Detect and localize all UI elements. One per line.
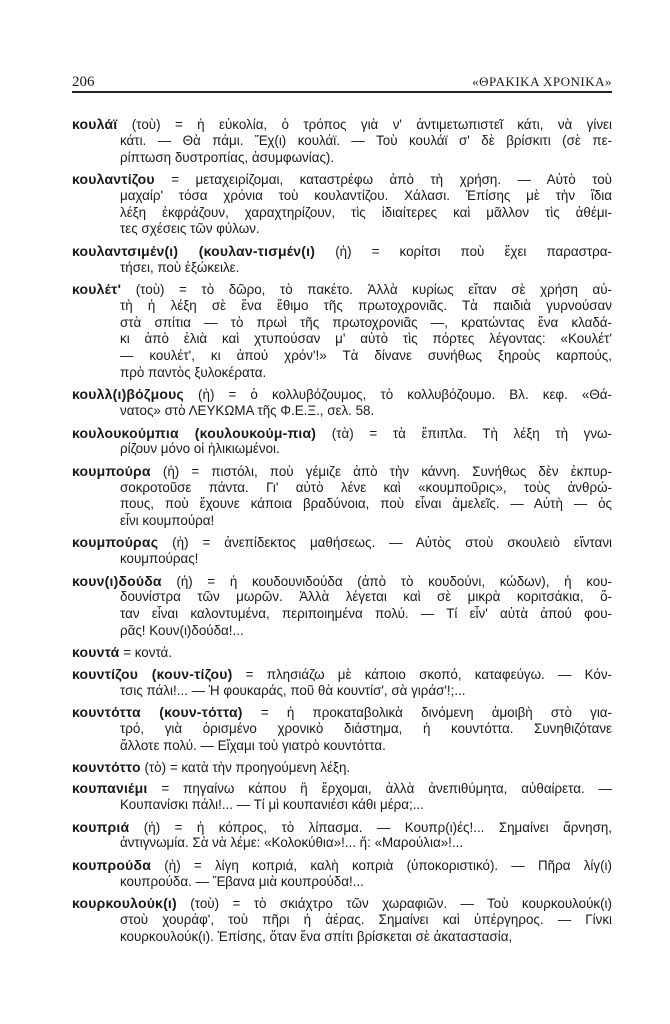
definition-text: (τοὺ) = τὸ δῶρο, τὸ πακέτο. Ἀλλὰ κυρίως εἴταν σὲ χρήση αὐ-	[135, 281, 612, 297]
entry-line	[120, 315, 612, 332]
entry-line	[72, 463, 612, 480]
headword: κουμπούρας	[72, 534, 159, 551]
headword: κουλαντίζου	[72, 170, 155, 187]
entry-line	[120, 721, 612, 738]
entry-line	[120, 298, 612, 315]
definition-text: εἶνι κουμπούρα!	[120, 513, 215, 529]
definition-text: (τοὺ) = ἡ εὐκολία, ὁ τρόπος γιὰ ν' ἀντιμετωπιστεῖ κάτι, νὰ γίνει	[131, 117, 612, 132]
headword: κουπριά	[72, 818, 130, 835]
entry-line	[72, 534, 612, 551]
entry-line	[72, 573, 612, 590]
dictionary-entry	[72, 857, 612, 891]
definition-text: κι ἀπὸ ἐλιὰ καὶ χτυπούσαν μ' αὐτὸ τὶς πόρτες λέγοντας: «Κουλέτ'	[120, 331, 612, 347]
entry-line	[120, 221, 612, 238]
entry-line	[72, 857, 612, 874]
definition-text: = μεταχειρίζομαι, καταστρέφω ἀπὸ τὴ χρήση. — Αὐτὸ τοὺ	[171, 171, 612, 187]
definition-text: κουρκουλούκ(ι). Ἐπίσης, ὅταν ἕνα σπίτι βρίσκεται σὲ ἀκαταστασία,	[120, 928, 513, 944]
definition-text: νατος» στὸ ΛΕΥΚΩΜΑ τῆς Φ.Ε.Ξ., σελ. 58.	[120, 403, 375, 419]
headword: κουντόττο	[72, 759, 141, 776]
definition-text: λέξη ἐκφράζουν, χαραχτηρίζουν, τὶς ἰδιαίτερες καὶ μᾶλλον τὶς ἀθέμι-	[120, 204, 612, 220]
page-number: 206	[72, 74, 95, 90]
headword: κουλλ(ι)βόζμους	[72, 386, 184, 403]
definition-text: = κοντά.	[123, 645, 173, 661]
definition-text: ρᾶς! Κουν(ι)δούδα!...	[120, 623, 244, 639]
dictionary-entries	[72, 116, 612, 950]
dictionary-entry	[72, 780, 612, 814]
definition-text: ταν εἶναι καλοντυμένα, περιποιημένα πολύ. — Τί εἶν' αὐτὰ ἀπού φου-	[120, 606, 612, 622]
entry-line	[72, 116, 612, 133]
entry-line	[72, 243, 612, 260]
definition-text: πους, ποὺ ἔχουνε κάποια βραδύνοια, ποὺ εἶναι ἀμελεῖς. — Αὐτὴ — ὀς	[120, 496, 612, 512]
entry-line	[72, 281, 612, 298]
definition-text: (ἡ) = κορίτσι ποὺ ἔχει παραστρα-	[335, 243, 612, 259]
entry-line	[72, 819, 612, 836]
entry-line	[120, 835, 612, 852]
entry-line	[72, 425, 612, 442]
entry-line	[72, 704, 612, 721]
definition-text: ρίζουν μόνο οἱ ἡλικιωμένοι.	[120, 441, 280, 457]
entry-line	[72, 759, 612, 776]
definition-text: (τὰ) = τὰ ἔπιπλα. Τὴ λέξη τὴ γνω-	[331, 425, 612, 441]
entry-line	[120, 480, 612, 497]
entry-line	[120, 496, 612, 513]
dictionary-entry	[72, 644, 612, 661]
entry-line	[120, 331, 612, 348]
headword: κουλέτ'	[72, 280, 122, 297]
headword: κουλαντσιμέν(ι) (κουλαν-τισμέν(ι)	[72, 242, 316, 259]
definition-text: (τοὺ) = τὸ σκιάχτρο τῶν χωραφιῶν. — Τοὺ κουρκουλούκ(ι)	[190, 895, 612, 911]
headword: κουπρούδα	[72, 856, 152, 873]
entry-line	[120, 551, 612, 568]
dictionary-entry	[72, 463, 612, 530]
entry-line	[120, 348, 612, 365]
header-rule	[72, 91, 612, 93]
dictionary-entry	[72, 425, 612, 459]
definition-text: (ἡ) = ἡ κόπρος, τὸ λίπασμα. — Κουπρ(ι)ές!... Σημαίνει ἄρνηση,	[143, 819, 612, 835]
definition-text: πρὸ παντὸς ξυλοκέρατα.	[120, 364, 267, 380]
headword: κουν(ι)δούδα	[72, 572, 162, 589]
page-header	[72, 74, 612, 92]
headword: κουπανιέμι	[72, 780, 148, 797]
definition-text: ἄλλοτε πολύ. — Εἴχαμι τοὺ γιατρὸ κουντόττα.	[120, 737, 386, 753]
headword: κουρκουλούκ(ι)	[72, 894, 177, 911]
entry-line	[120, 683, 612, 700]
headword: κουλάϊ	[72, 116, 118, 132]
definition-text: δουνίστρα τῶν μωρῶν. Ἀλλὰ λέγεται καὶ σὲ μικρὰ κοριτσάκια, ὅ-	[120, 589, 612, 605]
definition-text: τες σχέσεις τῶν φύλων.	[120, 221, 260, 237]
definition-text: = πηγαίνω κάπου ἢ ἔρχομαι, ἀλλὰ ἀνεπιθύμητα, αὐθαίρετα. —	[161, 781, 612, 797]
definition-text: (ἡ) = πιστόλι, ποὺ γέμιζε ἀπὸ τὴν κάννη. Συνήθως δὲν ἐκπυρ-	[162, 463, 612, 479]
entry-line	[120, 912, 612, 929]
definition-text: Κουπανίσκι πάλι!... — Τί μὶ κουπανιέσι κάθι μέρα;...	[120, 797, 424, 813]
dictionary-entry	[72, 704, 612, 754]
dictionary-entry	[72, 666, 612, 700]
entry-line	[72, 644, 612, 661]
definition-text: (ἡ) = λίγη κοπριά, καλὴ κοπριὰ (ὑποκοριστικό). — Πῆρα λίγ(ι)	[164, 857, 612, 873]
entry-line	[72, 780, 612, 797]
definition-text: κουπρούδα. — Ἔβανα μιὰ κουπρούδα!...	[120, 873, 364, 889]
headword: κουντόττα (κουν-τόττα)	[72, 704, 243, 721]
entry-line	[72, 171, 612, 188]
entry-line	[120, 205, 612, 222]
entry-line	[120, 797, 612, 814]
entry-line	[72, 386, 612, 403]
entry-line	[120, 133, 612, 150]
entry-line	[120, 606, 612, 623]
dictionary-entry	[72, 573, 612, 640]
entry-line	[120, 513, 612, 530]
entry-line	[120, 623, 612, 640]
definition-text: κουμπούρας!	[120, 551, 199, 567]
dictionary-entry	[72, 386, 612, 420]
entry-line	[72, 895, 612, 912]
definition-text: (ἡ) = ἡ κουδουνιδούδα (ἀπὸ τὸ κουδούνι, κώδων), ἡ κου-	[176, 573, 612, 589]
entry-line	[120, 188, 612, 205]
definition-text: = πλησιάζω μὲ κάποιο σκοπό, καταφεύγω. — Κόν-	[245, 666, 612, 682]
entry-line	[120, 738, 612, 755]
dictionary-entry	[72, 171, 612, 238]
dictionary-entry	[72, 534, 612, 568]
definition-text: τήσει, ποὺ ἐξώκειλε.	[120, 259, 240, 275]
entry-line	[120, 403, 612, 420]
dictionary-entry	[72, 281, 612, 382]
dictionary-entry	[72, 243, 612, 277]
dictionary-entry	[72, 759, 612, 776]
definition-text: τὴ ἡ λέξη σὲ ἕνα ἔθιμο τῆς πρωτοχρονιᾶς. Τὰ παιδιὰ γυρνούσαν	[120, 297, 612, 313]
headword: κουντίζου (κουν-τίζου)	[72, 665, 233, 682]
definition-text: στοὺ χουράφ', τοὺ πῆρι ἡ ἀέρας. Σημαίνει καὶ ὑπέργηρος. — Γίνκι	[120, 911, 612, 927]
definition-text: κάτι. — Θὰ πάμι. Ἔχ(ι) κουλάϊ. — Τοὺ κουλάϊ σ' δὲ βρίσκιτι (σὲ πε-	[120, 132, 612, 148]
definition-text: σοκροτοῦσε πάντα. Γι' αὐτὸ λένε καὶ «κουμποῦρις», τοὺς ἀνθρώ-	[120, 479, 612, 495]
definition-text: (ἡ) = ἀνεπίδεκτος μαθήσεως. — Αὐτὸς στοὺ σκουλειὸ εἴντανι	[172, 535, 612, 551]
entry-line	[120, 589, 612, 606]
entry-line	[120, 874, 612, 891]
headword: κουλουκούμπια (κουλουκούμ-πια)	[72, 424, 317, 441]
definition-text: ἀντιγνωμία. Σὰ νὰ λέμε: «Κολοκύθια»!... ἤ: «Μαρούλια»!...	[120, 835, 464, 851]
definition-text: τρό, γιὰ ὁρισμένο χρονικὸ διάστημα, ἡ κουντόττα. Συνηθιζότανε	[120, 720, 612, 736]
entry-line	[120, 365, 612, 382]
definition-text: (τὸ) = κατὰ τὴν προηγούμενη λέξη.	[144, 760, 351, 776]
definition-text: ρίπτωση δυστροπίας, ἀσυμφωνίας).	[120, 149, 335, 165]
entry-line	[120, 929, 612, 946]
dictionary-entry	[72, 895, 612, 945]
definition-text: τσις πάλι!... — Ἡ φουκαράς, ποῦ θὰ κουντίσ', σὰ γιράσ'!;...	[120, 682, 466, 698]
headword: κουμπούρα	[72, 462, 151, 479]
entry-line	[120, 441, 612, 458]
entry-line	[72, 666, 612, 683]
entry-line	[120, 150, 612, 167]
definition-text: = ἡ προκαταβολικὰ δινόμενη ἀμοιβὴ στὸ για-	[260, 705, 612, 721]
dictionary-entry	[72, 116, 612, 166]
definition-text: (ἡ) = ὁ κολλυβόζουμος, τὸ κολλυβόζουμο. Βλ. κεφ. «Θά-	[198, 387, 612, 403]
running-title: «ΘΡΑΚΙΚΑ ΧΡΟΝΙΚΑ»	[472, 74, 612, 89]
entry-line	[120, 260, 612, 277]
definition-text: — κουλέτ', κι ἀπού χρόν'!» Τὰ δίνανε συνήθως ξηροὺς καρπούς,	[120, 348, 612, 364]
definition-text: μαχαίρ' τόσα χρόνια τοὺ κουλαντίζου. Χάλασι. Ἐπίσης μὲ τὴν ἴδια	[120, 187, 612, 203]
dictionary-entry	[72, 819, 612, 853]
definition-text: στὰ σπίτια — τὸ πρωὶ τῆς πρωτοχρονιᾶς —, κρατώντας ἕνα κλαδά-	[120, 314, 612, 330]
headword: κουντά	[72, 644, 120, 661]
